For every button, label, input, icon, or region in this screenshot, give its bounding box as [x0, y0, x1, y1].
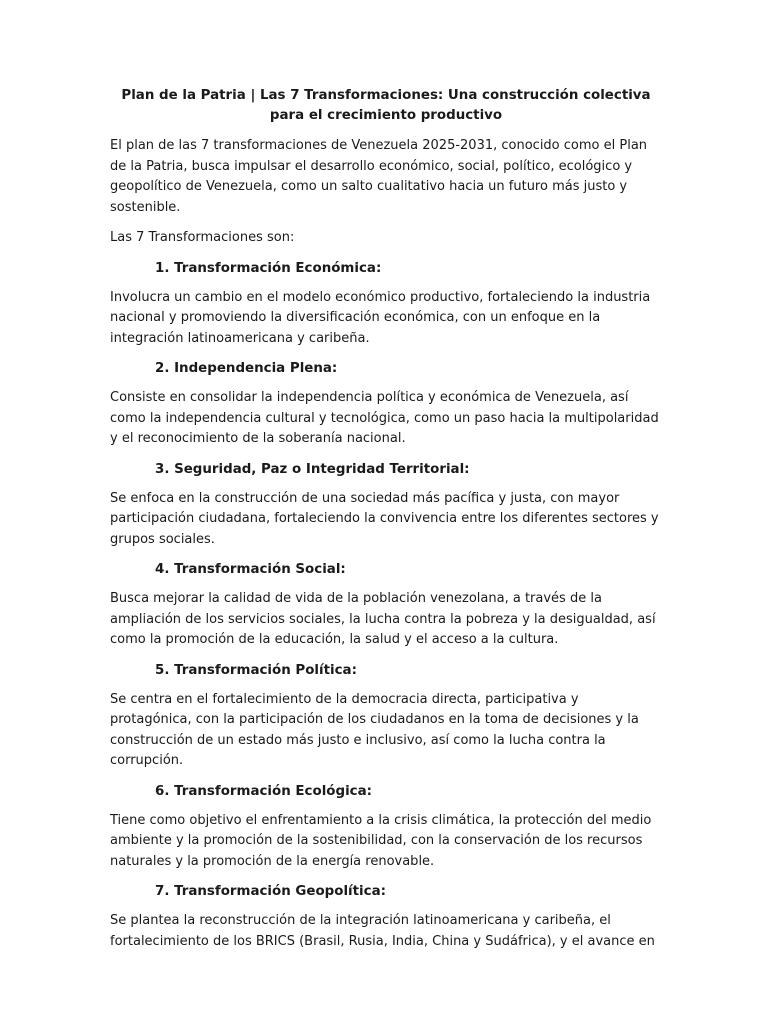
intro-paragraph: El plan de las 7 transformaciones de Venezuela 2025-2031, conocido como el Plan de la Patria, busca impulsar el desarrollo económico, social, político, ecológico y geopolítico de Venezuela, como un salto cualitativo hacia un futuro más justo y sostenible.	[110, 138, 648, 215]
section-heading-3: 3. Seguridad, Paz o Integridad Territorial:	[155, 461, 470, 477]
section-heading-1: 1. Transformación Económica:	[155, 260, 382, 276]
section-heading-2: 2. Independencia Plena:	[155, 361, 338, 376]
section-text-1: Involucra un cambio en el modelo económico productivo, fortaleciendo la industria nacional y promoviendo la diversificación económica, con un enfoque en la integración latinoamericana y caribeña.	[110, 289, 651, 346]
section-heading-5: 5. Transformación Política:	[155, 662, 357, 678]
section-text-2: Consiste en consolidar la independencia política y económica de Venezuela, así como la independencia cultural y tecnológica, como un paso hacia la multipolaridad y el reconocimiento de la soberanía nacional.	[110, 390, 659, 446]
document-body	[110, 86, 662, 962]
section-text-4: Busca mejorar la calidad de vida de la población venezolana, a través de la ampliación de los servicios sociales, la lucha contra la pobreza y la desigualdad, así como la promoción de la educación, la salud y el acceso a la cultura.	[110, 591, 656, 647]
list-intro: Las 7 Transformaciones son:	[110, 230, 295, 245]
section-heading-4: 4. Transformación Social:	[155, 562, 346, 577]
section-heading-6: 6. Transformación Ecológica:	[155, 783, 372, 799]
document-title: Plan de la Patria | Las 7 Transformaciones: Una construcción colectiva para el crecimiento productivo	[121, 88, 651, 123]
section-heading-7: 7. Transformación Geopolítica:	[155, 884, 386, 899]
section-text-6: Tiene como objetivo el enfrentamiento a la crisis climática, la protección del medio ambiente y la promoción de la sostenibilidad, con la conservación de los recursos naturales y la promoción de la energía renovable.	[110, 812, 652, 869]
section-text-3: Se enfoca en la construcción de una sociedad más pacífica y justa, con mayor participación ciudadana, fortaleciendo la convivencia entre los diferentes sectores y grupos sociales.	[110, 490, 659, 547]
section-text-5: Se centra en el fortalecimiento de la democracia directa, participativa y protagónica, con la participación de los ciudadanos en la toma de decisiones y la construcción de un estado más justo e inclusivo, así como la lucha contra la corrupción.	[110, 691, 639, 768]
section-text-7: Se plantea la reconstrucción de la integración latinoamericana y caribeña, el fortalecimiento de los BRICS (Brasil, Rusia, India, China y Sudáfrica), y el avance en	[110, 913, 655, 949]
